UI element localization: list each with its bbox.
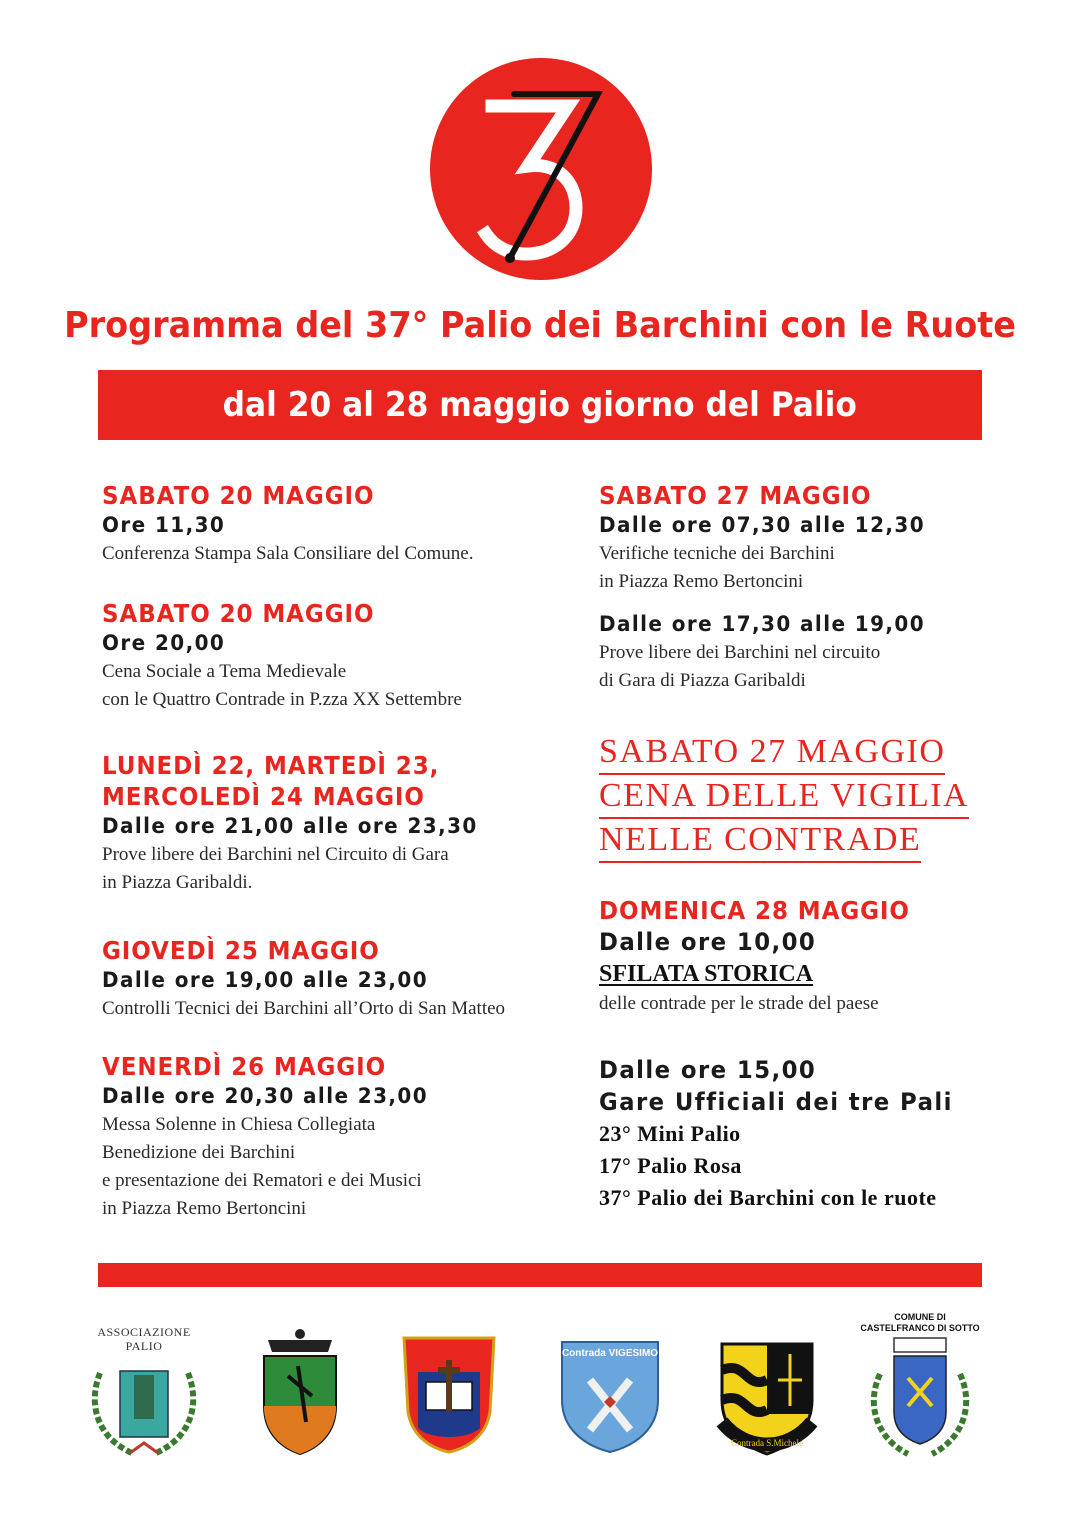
event-time: Dalle ore 15,00 bbox=[599, 1056, 817, 1084]
event-desc: delle contrade per le strade del paese bbox=[599, 993, 879, 1014]
schedule-left-column bbox=[102, 480, 562, 1223]
contrada-smichele-shield bbox=[716, 1340, 818, 1458]
event-time: Dalle ore 07,30 alle 12,30 bbox=[599, 513, 926, 537]
event-sat27 bbox=[599, 480, 1019, 695]
vigilia-line: CENA DELLE VIGILIA bbox=[599, 775, 969, 819]
date-range-text: dal 20 al 28 maggio giorno del Palio bbox=[222, 385, 858, 425]
event-sat20-morning bbox=[102, 480, 562, 568]
vigilia-dinner-notice bbox=[599, 731, 1019, 863]
bottom-divider-band bbox=[98, 1263, 982, 1287]
contrada-book-shield bbox=[398, 1332, 500, 1454]
event-time: Dalle ore 20,30 alle 23,00 bbox=[102, 1084, 429, 1108]
event-day: SABATO 20 MAGGIO bbox=[102, 481, 375, 510]
contrada-vigesimo-shield bbox=[560, 1340, 660, 1454]
event-sun28 bbox=[599, 895, 1019, 1214]
event-time: Ore 20,00 bbox=[102, 631, 226, 655]
associazione-palio-crest bbox=[86, 1325, 202, 1465]
schedule-right-column bbox=[599, 480, 1019, 1214]
event-desc: Verifiche tecniche dei Barchini bbox=[599, 543, 835, 564]
event-day: MERCOLEDÌ 24 MAGGIO bbox=[102, 782, 425, 811]
comune-castelfranco-crest bbox=[858, 1312, 982, 1472]
event-desc: Cena Sociale a Tema Medievale bbox=[102, 661, 347, 682]
crest-label: COMUNE DI bbox=[894, 1312, 946, 1322]
event-day: LUNEDÌ 22, MARTEDÌ 23, bbox=[102, 751, 440, 780]
event-day: DOMENICA 28 MAGGIO bbox=[599, 896, 910, 925]
vigilia-line: NELLE CONTRADE bbox=[599, 819, 921, 863]
crest-label: CASTELFRANCO DI SOTTO bbox=[860, 1323, 980, 1333]
event-desc: di Gara di Piazza Garibaldi bbox=[599, 670, 806, 691]
comune-shield-icon bbox=[858, 1334, 982, 1468]
event-day: VENERDÌ 26 MAGGIO bbox=[102, 1052, 387, 1081]
event-sat20-evening bbox=[102, 598, 562, 714]
event-desc: Prove libere dei Barchini nel circuito bbox=[599, 642, 881, 663]
crest-label: ASSOCIAZIONE bbox=[97, 1325, 191, 1339]
palio-item: 23° Mini Palio bbox=[599, 1121, 741, 1146]
event-desc: in Piazza Garibaldi. bbox=[102, 872, 253, 893]
book-cross-icon bbox=[398, 1332, 500, 1454]
palio-item: 37° Palio dei Barchini con le ruote bbox=[599, 1185, 937, 1210]
event-time: Dalle ore 10,00 bbox=[599, 928, 817, 956]
crest-label: Contrada VIGESIMO bbox=[561, 1348, 659, 1359]
event-desc: con le Quattro Contrade in P.zza XX Settembre bbox=[102, 689, 462, 710]
contrada-crowned-shield bbox=[258, 1326, 342, 1456]
event-desc: Benedizione dei Barchini bbox=[102, 1142, 296, 1163]
event-day: SABATO 27 MAGGIO bbox=[599, 481, 872, 510]
event-day: GIOVEDÌ 25 MAGGIO bbox=[102, 936, 380, 965]
event-desc: in Piazza Remo Bertoncini bbox=[599, 571, 804, 592]
event-desc: Controlli Tecnici dei Barchini all’Orto di San Matteo bbox=[102, 998, 506, 1019]
event-desc: Conferenza Stampa Sala Consiliare del Comune. bbox=[102, 543, 474, 564]
sfilata-title: SFILATA STORICA bbox=[599, 961, 814, 987]
crest-label: PALIO bbox=[125, 1339, 163, 1353]
event-time: Dalle ore 21,00 alle ore 23,30 bbox=[102, 814, 478, 838]
event-desc: Messa Solenne in Chiesa Collegiata bbox=[102, 1114, 376, 1135]
laurel-tower-icon bbox=[86, 1353, 202, 1465]
event-day: SABATO 20 MAGGIO bbox=[102, 599, 375, 628]
palio-item: 17° Palio Rosa bbox=[599, 1153, 742, 1178]
page-title: Programma del 37° Palio dei Barchini con le Ruote bbox=[64, 305, 1016, 346]
event-time: Ore 11,30 bbox=[102, 513, 226, 537]
event-fri26 bbox=[102, 1051, 562, 1223]
event-mon-wed bbox=[102, 750, 562, 897]
vigilia-line: SABATO 27 MAGGIO bbox=[599, 731, 945, 775]
event-time: Dalle ore 19,00 alle 23,00 bbox=[102, 968, 429, 992]
date-range-banner bbox=[98, 370, 982, 440]
knight-shield-icon bbox=[258, 1326, 342, 1456]
crest-label: Contrada S.Michele bbox=[731, 1438, 803, 1448]
event-time: Dalle ore 17,30 alle 19,00 bbox=[599, 612, 926, 636]
palio-37-logo bbox=[430, 58, 652, 280]
event-desc: Prove libere dei Barchini nel Circuito di Gara bbox=[102, 844, 449, 865]
gare-title: Gare Ufficiali dei tre Pali bbox=[599, 1088, 953, 1116]
event-thu25 bbox=[102, 935, 562, 1023]
event-desc: e presentazione dei Rematori e dei Musici bbox=[102, 1170, 422, 1191]
event-desc: in Piazza Remo Bertoncini bbox=[102, 1198, 307, 1219]
